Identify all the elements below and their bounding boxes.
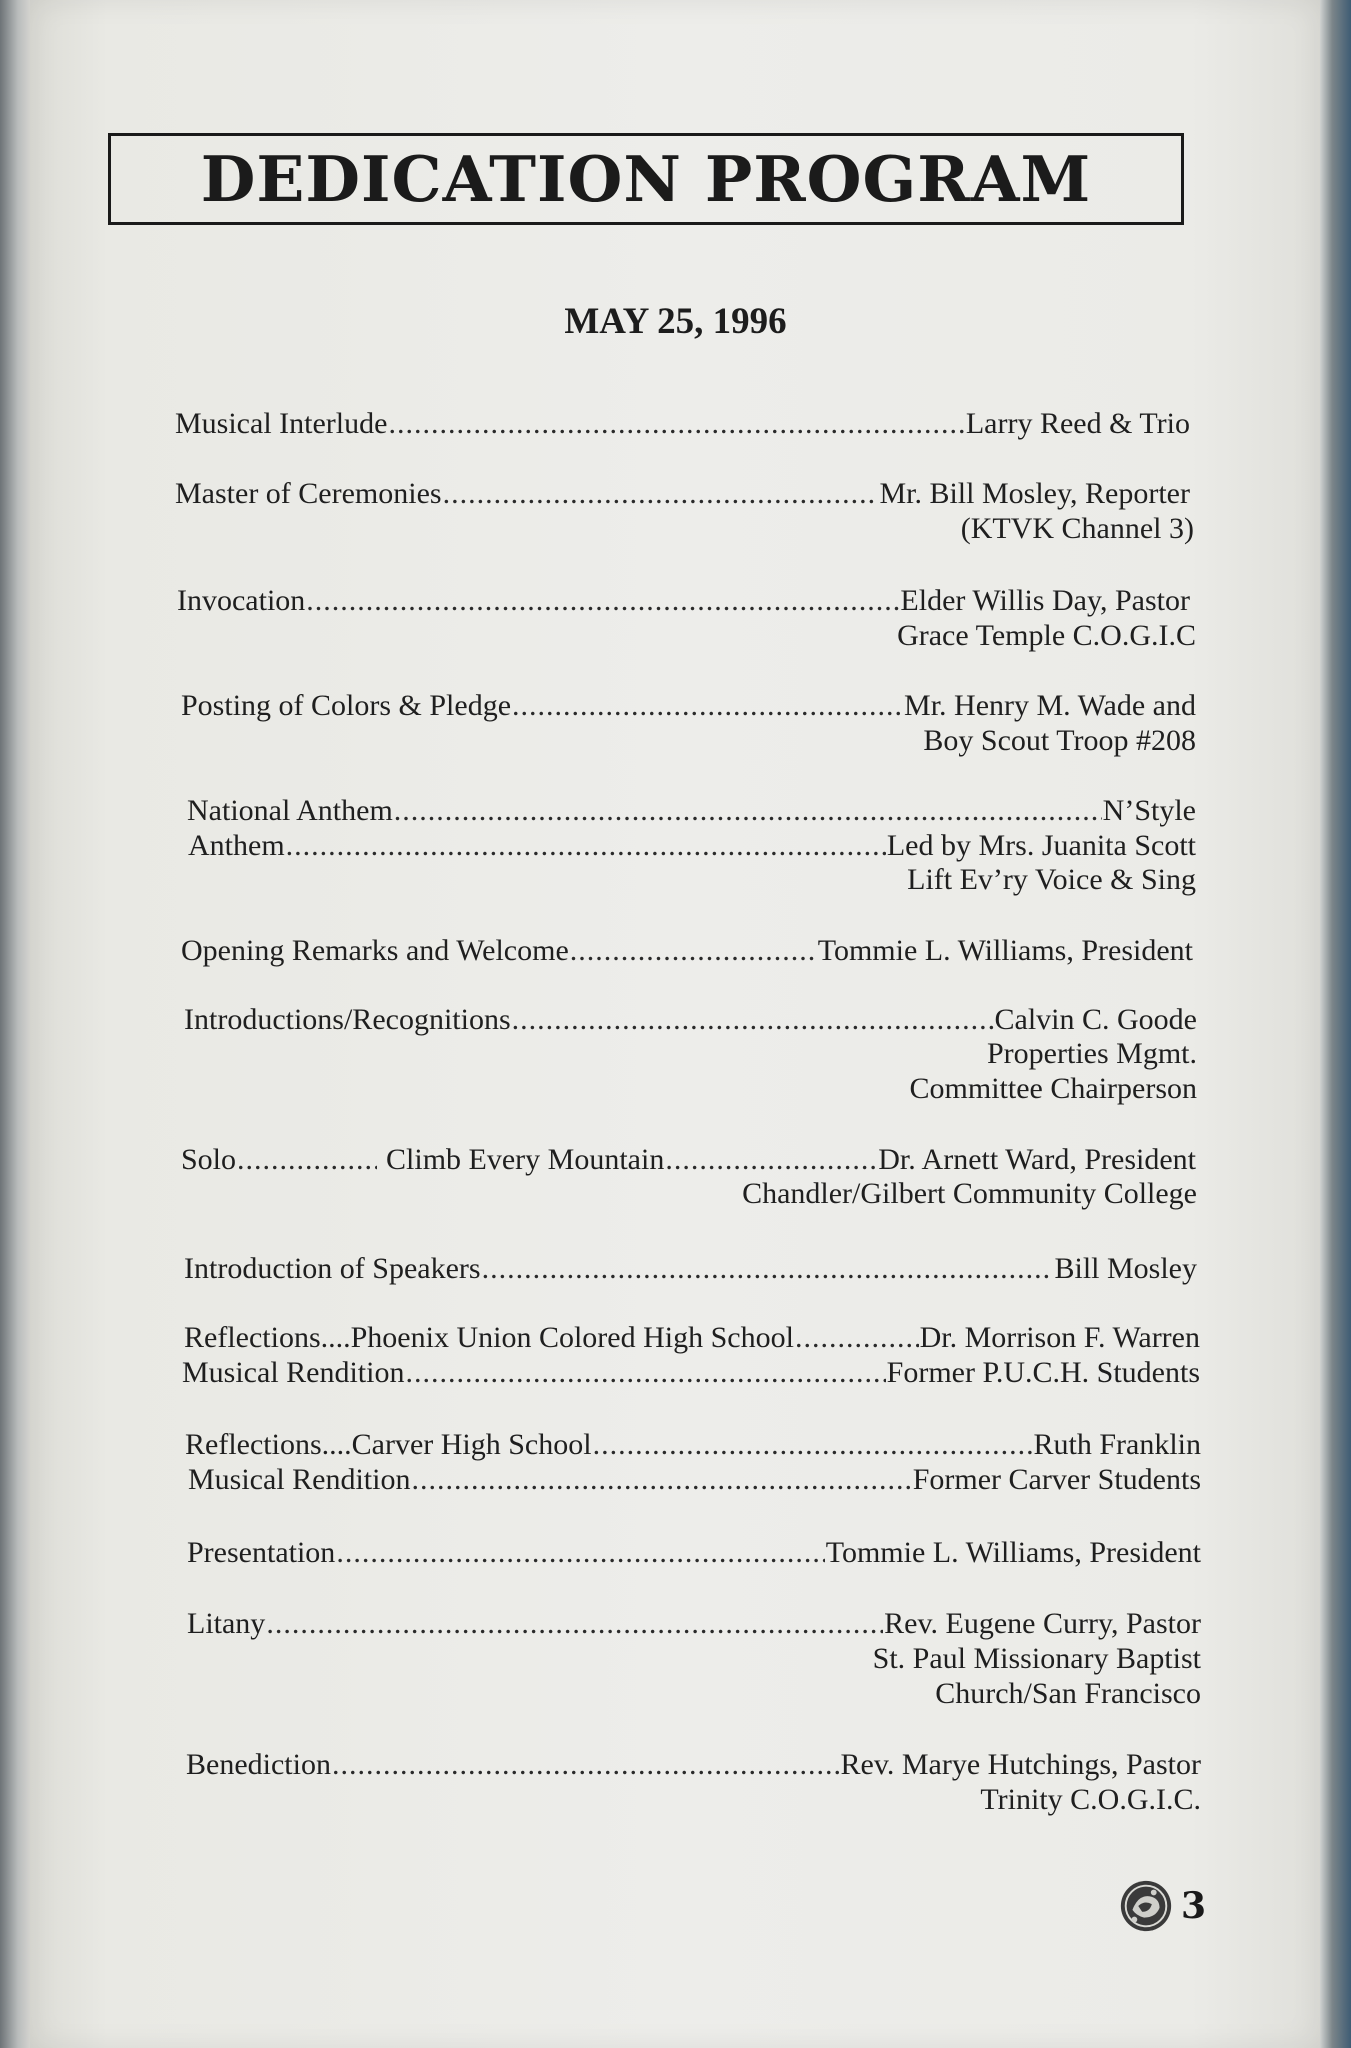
dot-leader: [388, 407, 964, 441]
dot-leader: [332, 1748, 840, 1782]
dot-leader: [795, 1321, 919, 1355]
dot-leader: [482, 1252, 1054, 1286]
program-item-detail: Trinity C.O.G.I.C.: [980, 1783, 1201, 1816]
program-item-label: Posting of Colors & Pledge: [181, 689, 512, 722]
program-item-performer: Calvin C. Goode: [994, 1003, 1197, 1036]
program-item-label: Introduction of Speakers: [184, 1252, 481, 1285]
dot-leader: [512, 689, 903, 723]
program-item-performer: Dr. Morrison F. Warren: [919, 1321, 1200, 1354]
program-item: [184, 1321, 1200, 1355]
program-item-performer: Tommie L. Williams, President: [817, 934, 1193, 967]
program-item-label: Litany: [187, 1607, 266, 1640]
page-footer: [1117, 1877, 1206, 1935]
page-title: DEDICATION PROGRAM: [200, 142, 1092, 216]
dot-leader: [286, 829, 886, 863]
program-item: [184, 1252, 1197, 1286]
program-item-performer: N’Style: [1102, 794, 1196, 827]
program-item: [188, 1463, 1201, 1497]
program-item: [184, 1003, 1197, 1037]
dot-leader: [306, 584, 899, 618]
program-item-performer: Mr. Bill Mosley, Reporter: [879, 477, 1190, 510]
program-item: [177, 584, 1190, 618]
dot-leader: [336, 1536, 824, 1570]
program-item-performer: Elder Willis Day, Pastor: [900, 584, 1190, 617]
program-item-performer: Tommie L. Williams, President: [825, 1536, 1201, 1569]
program-item-performer: Former Carver Students: [912, 1463, 1201, 1496]
program-item-label: Introductions/Recognitions: [184, 1003, 511, 1036]
program-item-detail: St. Paul Missionary Baptist: [872, 1642, 1201, 1675]
program-item-performer: Mr. Henry M. Wade and: [904, 689, 1196, 722]
program-item-label: Reflections....Phoenix Union Colored High School: [184, 1321, 794, 1354]
program-item-label: Presentation: [187, 1536, 336, 1569]
program-item-performer: Larry Reed & Trio: [965, 407, 1190, 440]
program-item-label: Solo: [181, 1143, 237, 1176]
program-item-detail: Boy Scout Troop #208: [923, 724, 1196, 757]
program-item-performer: Dr. Arnett Ward, President: [878, 1143, 1196, 1176]
program-item-label: Musical Rendition: [188, 1463, 411, 1496]
program-item-performer: Bill Mosley: [1054, 1252, 1197, 1285]
program-item-piece: Climb Every Mountain: [386, 1143, 665, 1176]
dot-leader: [443, 477, 879, 511]
program-item: [175, 477, 1190, 511]
dot-leader: [512, 1003, 994, 1037]
dot-leader: [665, 1143, 877, 1177]
program-item: [187, 794, 1196, 828]
program-item: [185, 1428, 1201, 1462]
dot-leader: [237, 1143, 377, 1177]
program-item: [181, 934, 1193, 968]
dot-leader: [394, 794, 1102, 828]
program-item-label: Invocation: [177, 584, 306, 617]
program-item: [181, 1143, 1196, 1177]
program-item-detail: Lift Ev’ry Voice & Sing: [907, 863, 1196, 896]
program-item: [188, 829, 1196, 863]
program-item: [181, 689, 1196, 723]
program-item: [187, 1536, 1201, 1570]
program-item-label: Opening Remarks and Welcome: [181, 934, 569, 967]
program-date: MAY 25, 1996: [564, 301, 787, 342]
program-item-detail: Grace Temple C.O.G.I.C: [897, 619, 1196, 652]
program-item-label: Musical Rendition: [182, 1356, 405, 1389]
program-item-label: Master of Ceremonies: [175, 477, 442, 510]
dot-leader: [593, 1428, 1033, 1462]
page-number: 3: [1181, 1885, 1207, 1927]
program-item-performer: Ruth Franklin: [1033, 1428, 1201, 1461]
program-item: [182, 1356, 1200, 1390]
dot-leader: [411, 1463, 911, 1497]
program-item: [187, 1607, 1201, 1641]
program-item-performer: Rev. Eugene Curry, Pastor: [884, 1607, 1201, 1640]
crest-emblem-icon: [1117, 1877, 1175, 1935]
program-item-detail: Chandler/Gilbert Community College: [742, 1177, 1197, 1210]
program-item-detail: Committee Chairperson: [909, 1072, 1197, 1105]
program-item-performer: Former P.U.C.H. Students: [886, 1356, 1200, 1389]
program-item-label: Musical Interlude: [175, 407, 388, 440]
program-item-detail: (KTVK Channel 3): [960, 512, 1194, 545]
program-item-performer: Led by Mrs. Juanita Scott: [886, 829, 1196, 862]
dot-leader: [405, 1356, 885, 1390]
program-item-label: Benediction: [186, 1748, 331, 1781]
program-item-detail: Properties Mgmt.: [987, 1037, 1197, 1070]
program-item-performer: Rev. Marye Hutchings, Pastor: [840, 1748, 1201, 1781]
program-item-label: Reflections....Carver High School: [185, 1428, 592, 1461]
dot-leader: [266, 1607, 883, 1641]
program-item: [186, 1748, 1201, 1782]
dot-leader: [570, 934, 817, 968]
program-item-label: Anthem: [188, 829, 285, 862]
program-item-detail: Church/San Francisco: [935, 1677, 1201, 1710]
program-item-label: National Anthem: [187, 794, 393, 827]
program-item: [175, 407, 1190, 441]
